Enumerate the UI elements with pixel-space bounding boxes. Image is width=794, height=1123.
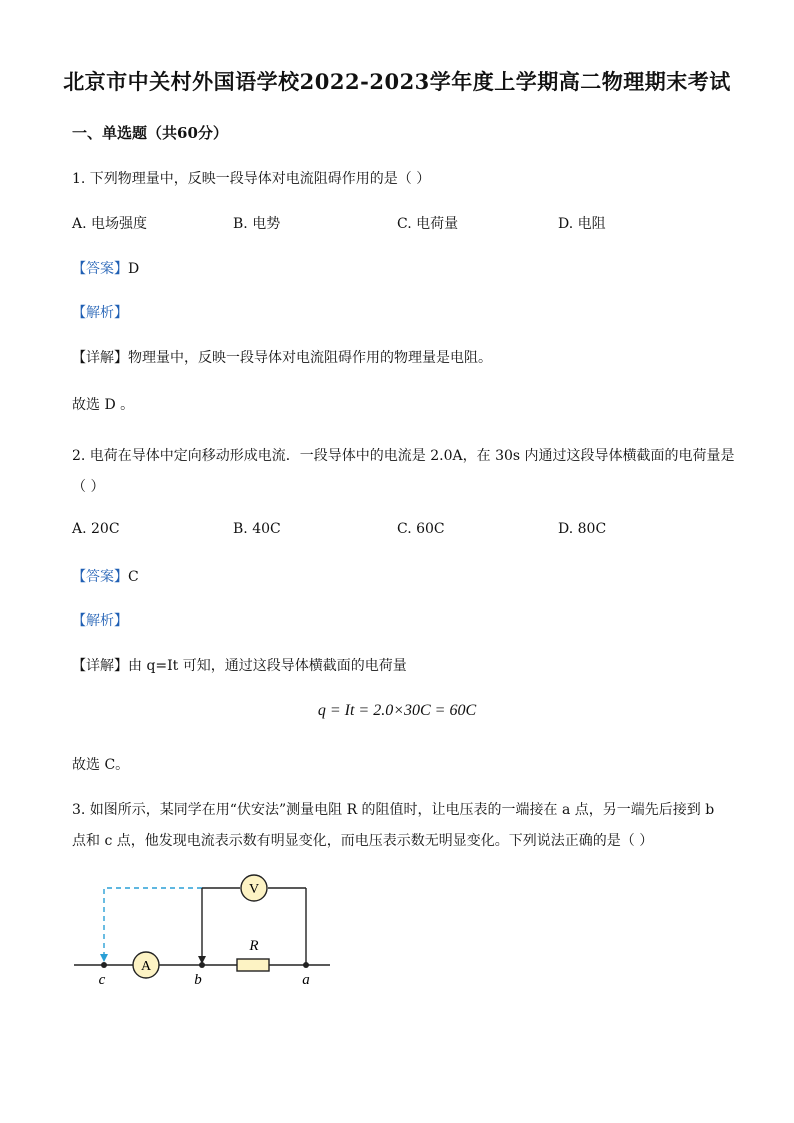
page-title: 北京市中关村外国语学校2022-2023学年度上学期高二物理期末考试 [63,69,731,94]
junction-c [101,962,107,968]
q1-detail: 物理量中，反映一段导体对电流阻碍作用的物理量是电阻。 [128,350,492,366]
q1-option-d: D. 电阻 [558,216,606,232]
q2-detail-line [72,655,407,675]
q1-answer: D [128,261,140,277]
q1-answer-line [72,258,139,278]
q1-option-b: B. 电势 [233,216,281,232]
q1-stem: 1. 下列物理量中，反映一段导体对电流阻碍作用的是（ ） [72,171,431,187]
junction-b [199,962,205,968]
answer-tag: 【答案】 [72,569,128,585]
q2-stem-line1: 2. 电荷在导体中定向移动形成电流．一段导体中的电流是 2.0A，在 30s 内通过这段导体横截面的电荷量是 [72,448,735,464]
ammeter-label: A [140,959,152,974]
q1-option-a: A. 电场强度 [72,216,148,232]
q3-stem-line2: 点和 c 点，他发现电流表示数有明显变化，而电压表示数无明显变化。下列说法正确的是（ ） [72,833,654,849]
section-heading: 一、单选题（共60分） [72,124,228,142]
voltmeter-label: V [248,882,260,897]
q1-analysis-tag: 【解析】 [72,305,128,321]
point-a-label: a [302,972,310,988]
circuit-diagram [70,870,340,995]
q2-analysis-tag: 【解析】 [72,613,128,629]
q3-stem-line1: 3. 如图所示，某同学在用“伏安法”测量电阻 R 的阻值时，让电压表的一端接在 a 点，另一端先后接到 b [72,802,715,818]
q2-answer-line [72,566,139,586]
q1-option-c: C. 电荷量 [397,216,459,232]
q2-option-b: B. 40C [233,521,281,537]
junction-a [303,962,309,968]
q2-detail: 由 q=It 可知，通过这段导体横截面的电荷量 [128,658,407,674]
q2-option-d: D. 80C [558,521,607,537]
q1-conclusion: 故选 D 。 [72,397,135,413]
point-b-label: b [194,972,202,988]
q2-option-c: C. 60C [397,521,445,537]
q2-option-a: A. 20C [72,521,120,537]
q2-conclusion: 故选 C。 [72,757,130,773]
q2-stem-line2: （ ） [72,479,105,495]
resistor [237,959,269,971]
point-c-label: c [98,972,106,988]
resistor-label: R [249,938,259,954]
q1-detail-line [72,347,492,367]
q2-formula: q = It = 2.0×30C = 60C [317,702,477,719]
answer-tag: 【答案】 [72,261,128,277]
q2-answer: C [128,569,139,585]
dashed-wire [104,888,202,960]
dashed-arrow-head [100,954,108,962]
detail-tag: 【详解】 [72,350,128,366]
detail-tag: 【详解】 [72,658,128,674]
